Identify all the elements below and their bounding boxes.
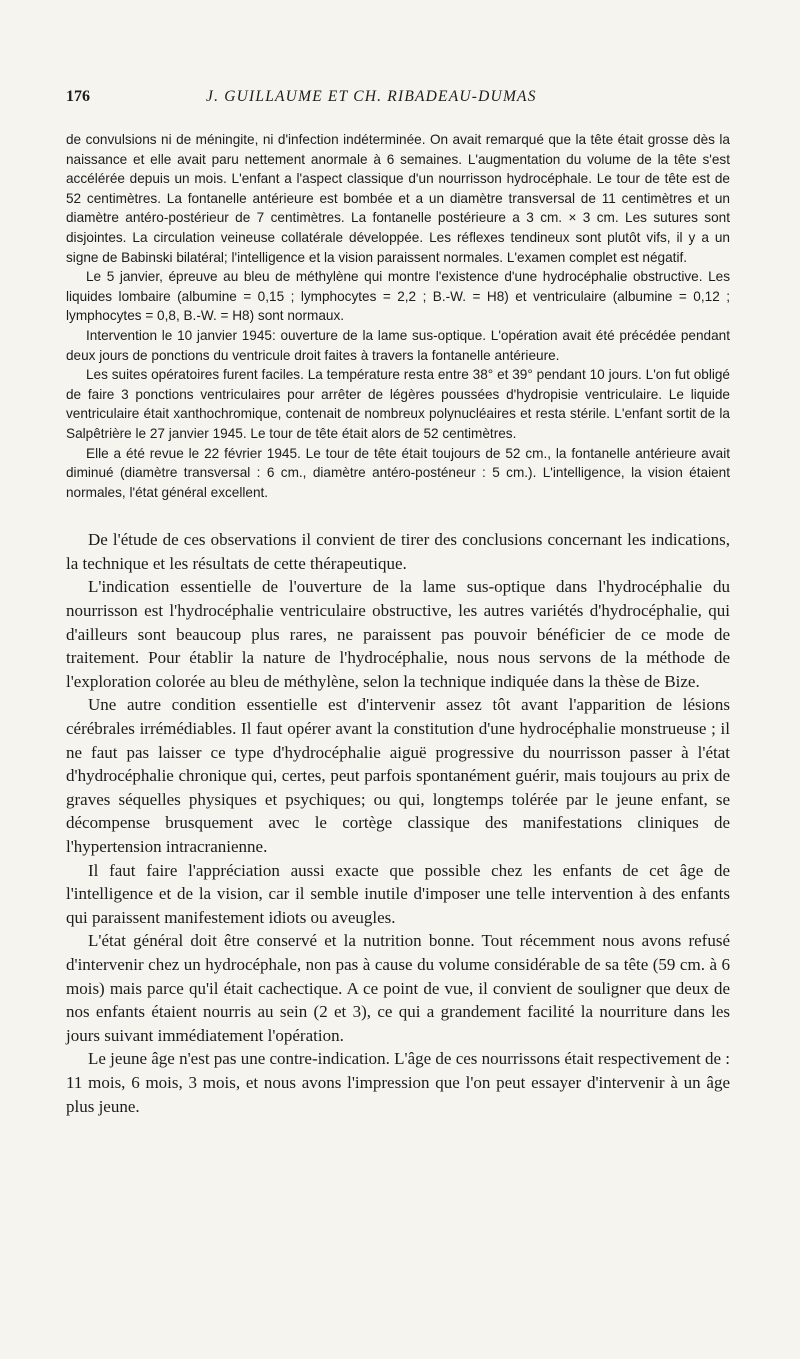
case-paragraph: de convulsions ni de méningite, ni d'infection indéterminée. On avait remarqué que la tête était grosse dès la naissance et elle avait paru nettement anormale à 6 semaines. L'augmentation du volume de la tête s'est accélérée depuis un mois. L'enfant a l'aspect classique d'un nourrisson hydrocéphale. Le tour de tête est de 52 centimètres. La fontanelle antérieure est bombée et a un diamètre transversal de 11 centimètres et un diamètre antéro-postérieur de 7 centimètres. La fontanelle postérieure a 3 cm. × 3 cm. Les sutures sont disjointes. La circulation veineuse collatérale développée. Les réflexes tendineux sont plutôt vifs, il y a un signe de Babinski bilatéral; l'intelligence et la vision paraissent normales. L'examen complet est négatif. <box>66 132 730 265</box>
body-paragraph: De l'étude de ces observations il convient de tirer des conclusions concernant les indications, la technique et les résultats de cette thérapeutique. <box>66 530 730 573</box>
main-text <box>66 528 730 1118</box>
body-paragraph: Il faut faire l'appréciation aussi exacte que possible chez les enfants de cet âge de l'intelligence et de la vision, car il semble inutile d'imposer une telle intervention à des enfants qui paraissent manifestement idiots ou aveugles. <box>66 860 730 927</box>
body-paragraph: L'indication essentielle de l'ouverture de la lame sus-optique dans l'hydrocéphalie du nourrisson est l'hydrocéphalie ventriculaire obstructive, les autres variétés d'hydrocéphalie, qui d'ailleurs sont beaucoup plus rares, ne paraissent pas pouvoir bénéficier de ce mode de traitement. Pour établir la nature de l'hydrocéphalie, nous nous servons de la méthode de l'exploration colorée au bleu de méthylène, selon la technique indiquée dans la thèse de Bize. <box>66 577 730 691</box>
body-paragraph: Une autre condition essentielle est d'intervenir assez tôt avant l'apparition de lésions cérébrales irrémédiables. Il faut opérer avant la constitution d'une hydrocéphalie monstrueuse ; il ne faut pas laisser ce type d'hydrocéphalie aiguë progressive du nourrisson passer à l'état d'hydrocéphalie chronique qui, certes, peut parfois spontanément guérir, mais toujours au prix de graves séquelles physiques et psychiques; ou qui, longtemps tolérée par le jeune enfant, se décompense brusquement avec le cortège classique des manifestations cliniques de l'hypertension intracranienne. <box>66 695 730 856</box>
case-paragraph: Elle a été revue le 22 février 1945. Le tour de tête était toujours de 52 cm., la fontanelle antérieure avait diminué (diamètre transversal : 6 cm., diamètre antéro-posténeur : 5 cm.). L'intelligence, la vision étaient normales, l'état général excellent. <box>66 445 730 500</box>
case-paragraph: Le 5 janvier, épreuve au bleu de méthylène qui montre l'existence d'une hydrocéphalie obstructive. Les liquides lombaire (albumine = 0,15 ; lymphocytes = 2,2 ; B.-W. = H8) et ventriculaire (albumine = 0,12 ; lymphocytes = 0,8, B.-W. = H8) sont normaux. <box>66 269 730 324</box>
page-number: 176 <box>66 88 90 105</box>
case-paragraph: Les suites opératoires furent faciles. La température resta entre 38° et 39° pendant 10 jours. L'on fut obligé de faire 3 ponctions ventriculaires pour arrêter de légères poussées d'hydropisie ventriculaire. Le liquide ventriculaire était xanthochromique, contenait de nombreux polynucléaires et resta stérile. L'enfant sortit de la Salpêtrière le 27 janvier 1945. Le tour de tête était alors de 52 centimètres. <box>66 367 730 441</box>
body-paragraph: L'état général doit être conservé et la nutrition bonne. Tout récemment nous avons refusé d'intervenir chez un hydrocéphale, non pas à cause du volume considérable de sa tête (59 cm. à 6 mois) mais parce qu'il était cachectique. A ce point de vue, il convient de souligner que deux de nos enfants étaient nourris au sein (2 et 3), ce qui a grandement facilité la nourriture dans les jours suivant immédiatement l'opération. <box>66 931 730 1045</box>
page-header <box>66 88 730 112</box>
body-paragraph: Le jeune âge n'est pas une contre-indication. L'âge de ces nourrissons était respectivement de : 11 mois, 6 mois, 3 mois, et nous avons l'impression que l'on peut essayer d'intervenir à un âge plus jeune. <box>66 1049 730 1116</box>
document-page <box>66 88 730 1118</box>
case-observation <box>66 130 730 502</box>
case-paragraph: Intervention le 10 janvier 1945: ouverture de la lame sus-optique. L'opération avait été précédée pendant deux jours de ponctions du ventricule droit faites à travers la fontanelle antérieure. <box>66 327 730 363</box>
running-head: J. GUILLAUME ET CH. RIBADEAU-DUMAS <box>206 88 537 105</box>
